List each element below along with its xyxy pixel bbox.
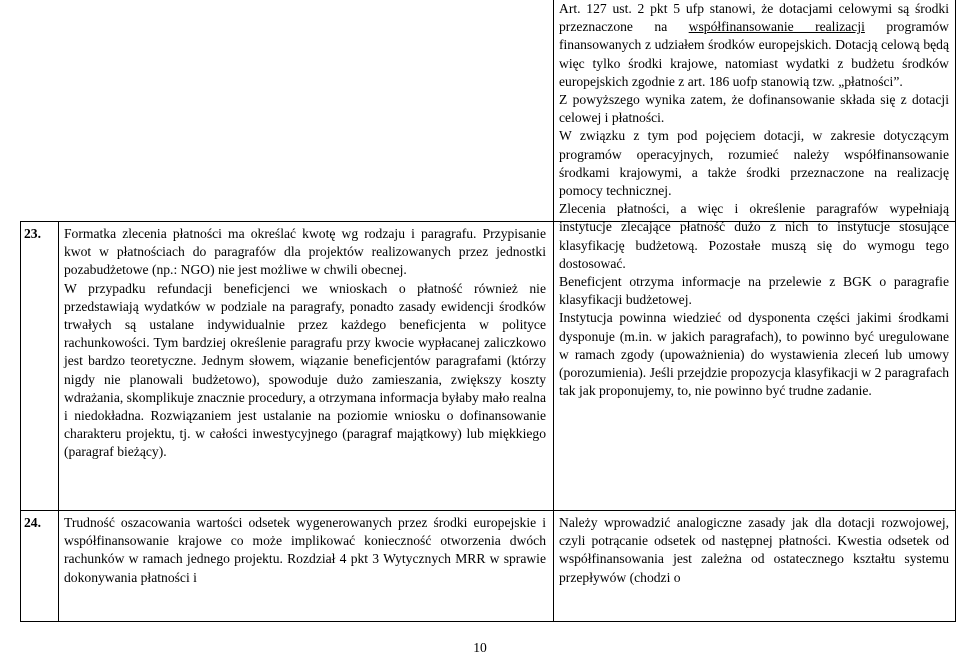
table-border-right bbox=[955, 0, 956, 621]
row-divider bbox=[20, 510, 956, 511]
row-number-24: 24. bbox=[24, 515, 41, 530]
table-border-left bbox=[20, 221, 21, 621]
row-24-right-cell bbox=[559, 514, 949, 587]
row-24-left-paragraph-1: Trudność oszacowania wartości odsetek wygenerowanych przez środki europejskie i współfinansowanie krajowe co może implikować konieczność otworzenia dwóch rachunków w ramach jednego projektu. Rozdział 4 pkt 3 Wytycznych MRR w sprawie dokonywania płatności i bbox=[64, 515, 546, 585]
row-number-23: 23. bbox=[24, 226, 41, 241]
row-24-left-cell bbox=[64, 514, 546, 587]
column-divider-middle bbox=[553, 0, 554, 621]
row-23-left-paragraph-2: W przypadku refundacji beneficjenci we wnioskach o płatność również nie przedstawiają wydatków w podziale na paragrafy, ponadto zasady ewidencji środków trwałych są ustalane indywidualnie przez każdego beneficjenta w polityce rachunkowości. Tym bardziej określenie paragrafu przy kwocie wypłacanej zaliczkowo jest bardzo teoretyczne. Jednym słowem, wiązanie beneficjentów paragrafami (którzy nigdy nie planowali budżetowo), spowoduje dużo zamieszania, zwiększy koszty wdrażania, skomplikuje znacznie procedury, a otrzymana informacja byłaby mało realna i niedokładna. Rozwiązaniem jest ustalanie na poziomie wniosku o dofinansowanie charakteru projektu, tj. w całości inwestycyjnego (paragraf majątkowy) lub miękkiego (paragraf bieżący). bbox=[64, 280, 546, 460]
row-23-right-paragraph-2: Z powyższego wynika zatem, że dofinansowanie składa się z dotacji celowej i płatności. bbox=[559, 92, 949, 126]
column-divider-number bbox=[58, 221, 59, 621]
row-23-right-cell bbox=[559, 0, 949, 400]
row-23-left-paragraph-1: Formatka zlecenia płatności ma określać kwotę wg rodzaju i paragrafu. Przypisanie kwot w płatnościach do paragrafów dla projektów realizowanych przez jednostki pozabudżetowe (np.: NGO) nie jest możliwe w chwili obecnej. bbox=[64, 226, 546, 278]
row-23-right-paragraph-1 bbox=[559, 0, 949, 91]
art-127-text-a: Art. 127 ust. 2 pkt 5 ufp stanowi, że dotacjami celowymi są środki przeznaczone na bbox=[559, 1, 949, 35]
table-bottom-border bbox=[20, 621, 956, 622]
row-23-right-paragraph-3: W związku z tym pod pojęciem dotacji, w zakresie dotyczącym programów operacyjnych, rozumieć należy współfinansowanie środkami krajowymi, a także środki przeznaczone na realizację pomocy technicznej. bbox=[559, 128, 949, 199]
row-23-right-paragraph-6: Instytucja powinna wiedzieć od dysponenta części jakimi środkami dysponuje (m.in. w jakich paragrafach), to powinno być uregulowane w ramach zgody (upoważnienia) do wystawienia zleceń lub umowy (porozumienia). Jeśli przejdzie propozycja klasyfikacji w 2 paragrafach tak jak proponujemy, to, nie powinno być trudne zadanie. bbox=[559, 310, 949, 399]
row-23-left-cell bbox=[64, 225, 546, 462]
row-24-right-paragraph-1: Należy wprowadzić analogiczne zasady jak dla dotacji rozwojowej, czyli potrącanie odsetek od następnej płatności. Kwestia odsetek od współfinansowania jest zależna od ostatecznego kształtu systemu przepływów (chodzi o bbox=[559, 515, 949, 585]
row-23-right-paragraph-4: Zlecenia płatności, a więc i określenie paragrafów wypełniają instytucje zlecające płatność dużo z nich to instytucje stosujące klasyfikację budżetową. Pozostałe muszą się do wymogu tego dostosować. bbox=[559, 201, 949, 271]
art-127-text-b: programów finansowanych z udziałem środków europejskich. Dotacją celową będą więc tylko środki krajowe, natomiast wydatki z budżetu środków europejskich zgodnie z art. 186 uofp stanowią tzw. „płatności”. bbox=[559, 19, 949, 89]
underlined-phrase: współfinansowanie realizacji bbox=[688, 19, 865, 35]
page-number: 10 bbox=[473, 640, 487, 655]
row-23-right-paragraph-5: Beneficjent otrzyma informacje na przelewie z BGK o paragrafie klasyfikacji budżetowej. bbox=[559, 274, 949, 308]
